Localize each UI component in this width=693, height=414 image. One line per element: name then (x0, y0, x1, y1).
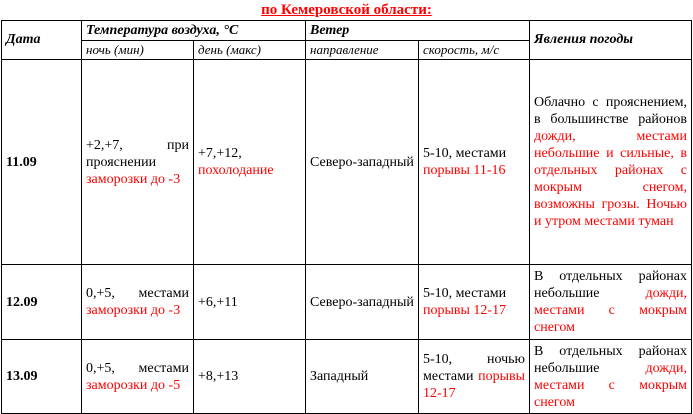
row-date: 11.09 (2, 60, 82, 265)
row-day: +6,+11 (194, 265, 306, 340)
row-speed: 5-10, местами порывы 11-16 (419, 60, 530, 265)
row-night: 0,+5, местами заморозки до -3 (82, 265, 194, 340)
header-temperature: Температура воздуха, °С (82, 21, 306, 41)
row-direction: Северо-западный (306, 60, 419, 265)
table-row (2, 265, 692, 340)
row-weather: В отдельных районах небольшие дожди, местами с мокрым снегом (530, 340, 692, 414)
row-night: 0,+5, местами заморозки до -5 (82, 340, 194, 414)
header-direction: направление (306, 41, 419, 60)
header-night: ночь (мин) (82, 41, 194, 60)
row-date: 12.09 (2, 265, 82, 340)
row-day: +7,+12, похолодание (194, 60, 306, 265)
header-wind: Ветер (306, 21, 530, 41)
row-speed: 5-10, ночью местами порывы 12-17 (419, 340, 530, 414)
row-direction: Северо-западный (306, 265, 419, 340)
row-day: +8,+13 (194, 340, 306, 414)
row-direction: Западный (306, 340, 419, 414)
row-weather: Облачно с прояснением, в большинстве районов дожди, местами небольшие и сильные, в отдельных районах с мокрым снегом, возможны грозы. Ночью и утром местами туман (530, 60, 692, 265)
header-speed: скорость, м/с (419, 41, 530, 60)
table-row (2, 60, 692, 265)
table-row (2, 340, 692, 414)
row-weather: В отдельных районах небольшие дожди, местами с мокрым снегом (530, 265, 692, 340)
row-night: +2,+7, при прояснении заморозки до -3 (82, 60, 194, 265)
region-title: по Кемеровской области: (261, 2, 432, 18)
row-date: 13.09 (2, 340, 82, 414)
header-phenomena: Явления погоды (530, 21, 692, 60)
forecast-table (1, 20, 692, 414)
row-speed: 5-10, местами порывы 12-17 (419, 265, 530, 340)
header-row-main (2, 21, 692, 41)
header-date: Дата (2, 21, 82, 60)
header-day: день (макс) (194, 41, 306, 60)
